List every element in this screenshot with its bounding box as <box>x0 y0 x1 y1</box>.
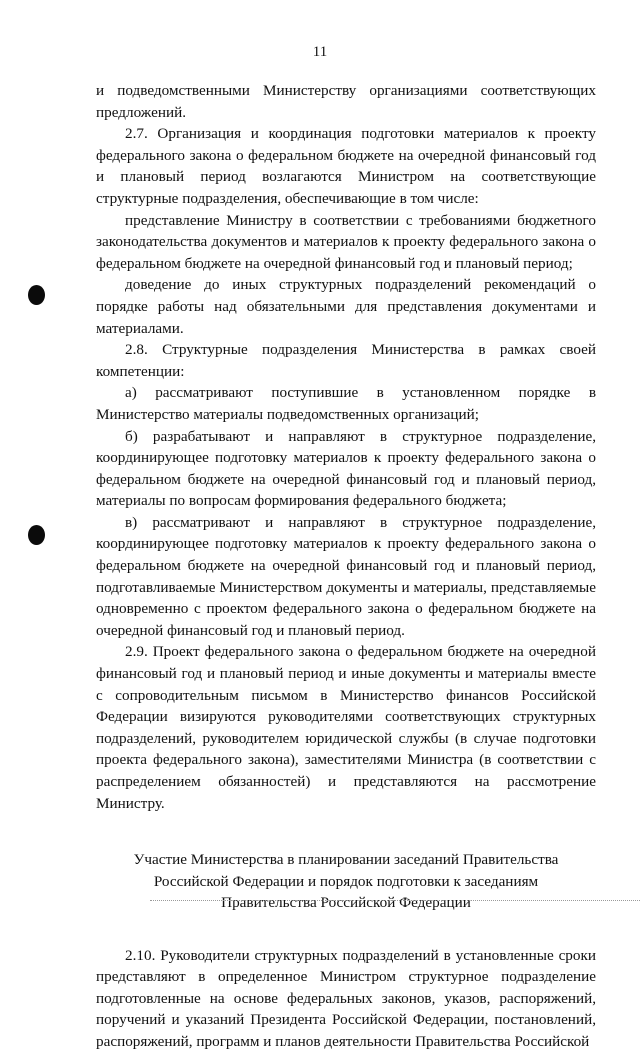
section-heading <box>96 849 596 914</box>
paragraph-2-10: 2.10. Руководители структурных подразделений в установленные сроки представляют в определенное Министром структурное подразделение подготовленные на основе федеральных законов, указов, распоряжений, поручений и указаний Президента Российской Федерации, постановлений, распоряжений, программ и планов деятельности Правительства Российской <box>96 946 596 1051</box>
heading-line: Участие Министерства в планировании заседаний Правительства <box>133 851 559 869</box>
scan-edge-line <box>150 900 640 902</box>
heading-line: Правительства Российской Федерации <box>221 894 471 912</box>
document-body <box>96 80 596 1053</box>
paragraph: доведение до иных структурных подразделений рекомендаций о порядке работы над обязательными для представления документами и материалами. <box>96 276 596 337</box>
paragraph-2-7: 2.7. Организация и координация подготовки материалов к проекту федерального закона о федеральном бюджете на очередной финансовый год и плановый период возлагаются Министром на соответствующие структурные подразделения, обеспечивающие в том числе: <box>96 125 596 207</box>
list-item-c: в) рассматривают и направляют в структурное подразделение, координирующее подготовку материалов к проекту федерального закона о федеральном бюджете на очередной финансовый год и плановый период, подготавливаемые Министерством документы и материалы, представляемые одновременно с проектом федерального закона о федеральном бюджете на очередной финансовый год и плановый период. <box>96 513 596 639</box>
paragraph: и подведомственными Министерству организациями соответствующих предложений. <box>96 82 596 121</box>
list-item-a: а) рассматривают поступившие в установленном порядке в Министерство материалы подведомственных организаций; <box>96 384 596 423</box>
paragraph-2-9: 2.9. Проект федерального закона о федеральном бюджете на очередной финансовый год и плановый период и иные документы и материалы вместе с сопроводительным письмом в Министерство финансов Российской Федерации визируются руководителями соответствующих структурных подразделений, руководителем юридической службы (в случае подготовки проекта федерального закона), заместителями Министра (в соответствии с распределением обязанностей) и представляются на рассмотрение Министру. <box>96 643 596 812</box>
punch-hole-top <box>28 285 45 305</box>
page-number: 11 <box>312 44 328 60</box>
list-item-b: б) разрабатывают и направляют в структурное подразделение, координирующее подготовку материалов к проекту федерального закона о федеральном бюджете на очередной финансовый год и плановый период, материалы по вопросам формирования федерального бюджета; <box>96 427 596 510</box>
heading-line: Российской Федерации и порядок подготовки к заседаниям <box>153 872 539 890</box>
paragraph-2-8: 2.8. Структурные подразделения Министерства в рамках своей компетенции: <box>96 341 596 380</box>
paragraph: представление Министру в соответствии с требованиями бюджетного законодательства документов и материалов к проекту федерального закона о федеральном бюджете на очередной финансовый год и плановый период; <box>96 211 596 272</box>
punch-hole-bottom <box>28 525 45 545</box>
